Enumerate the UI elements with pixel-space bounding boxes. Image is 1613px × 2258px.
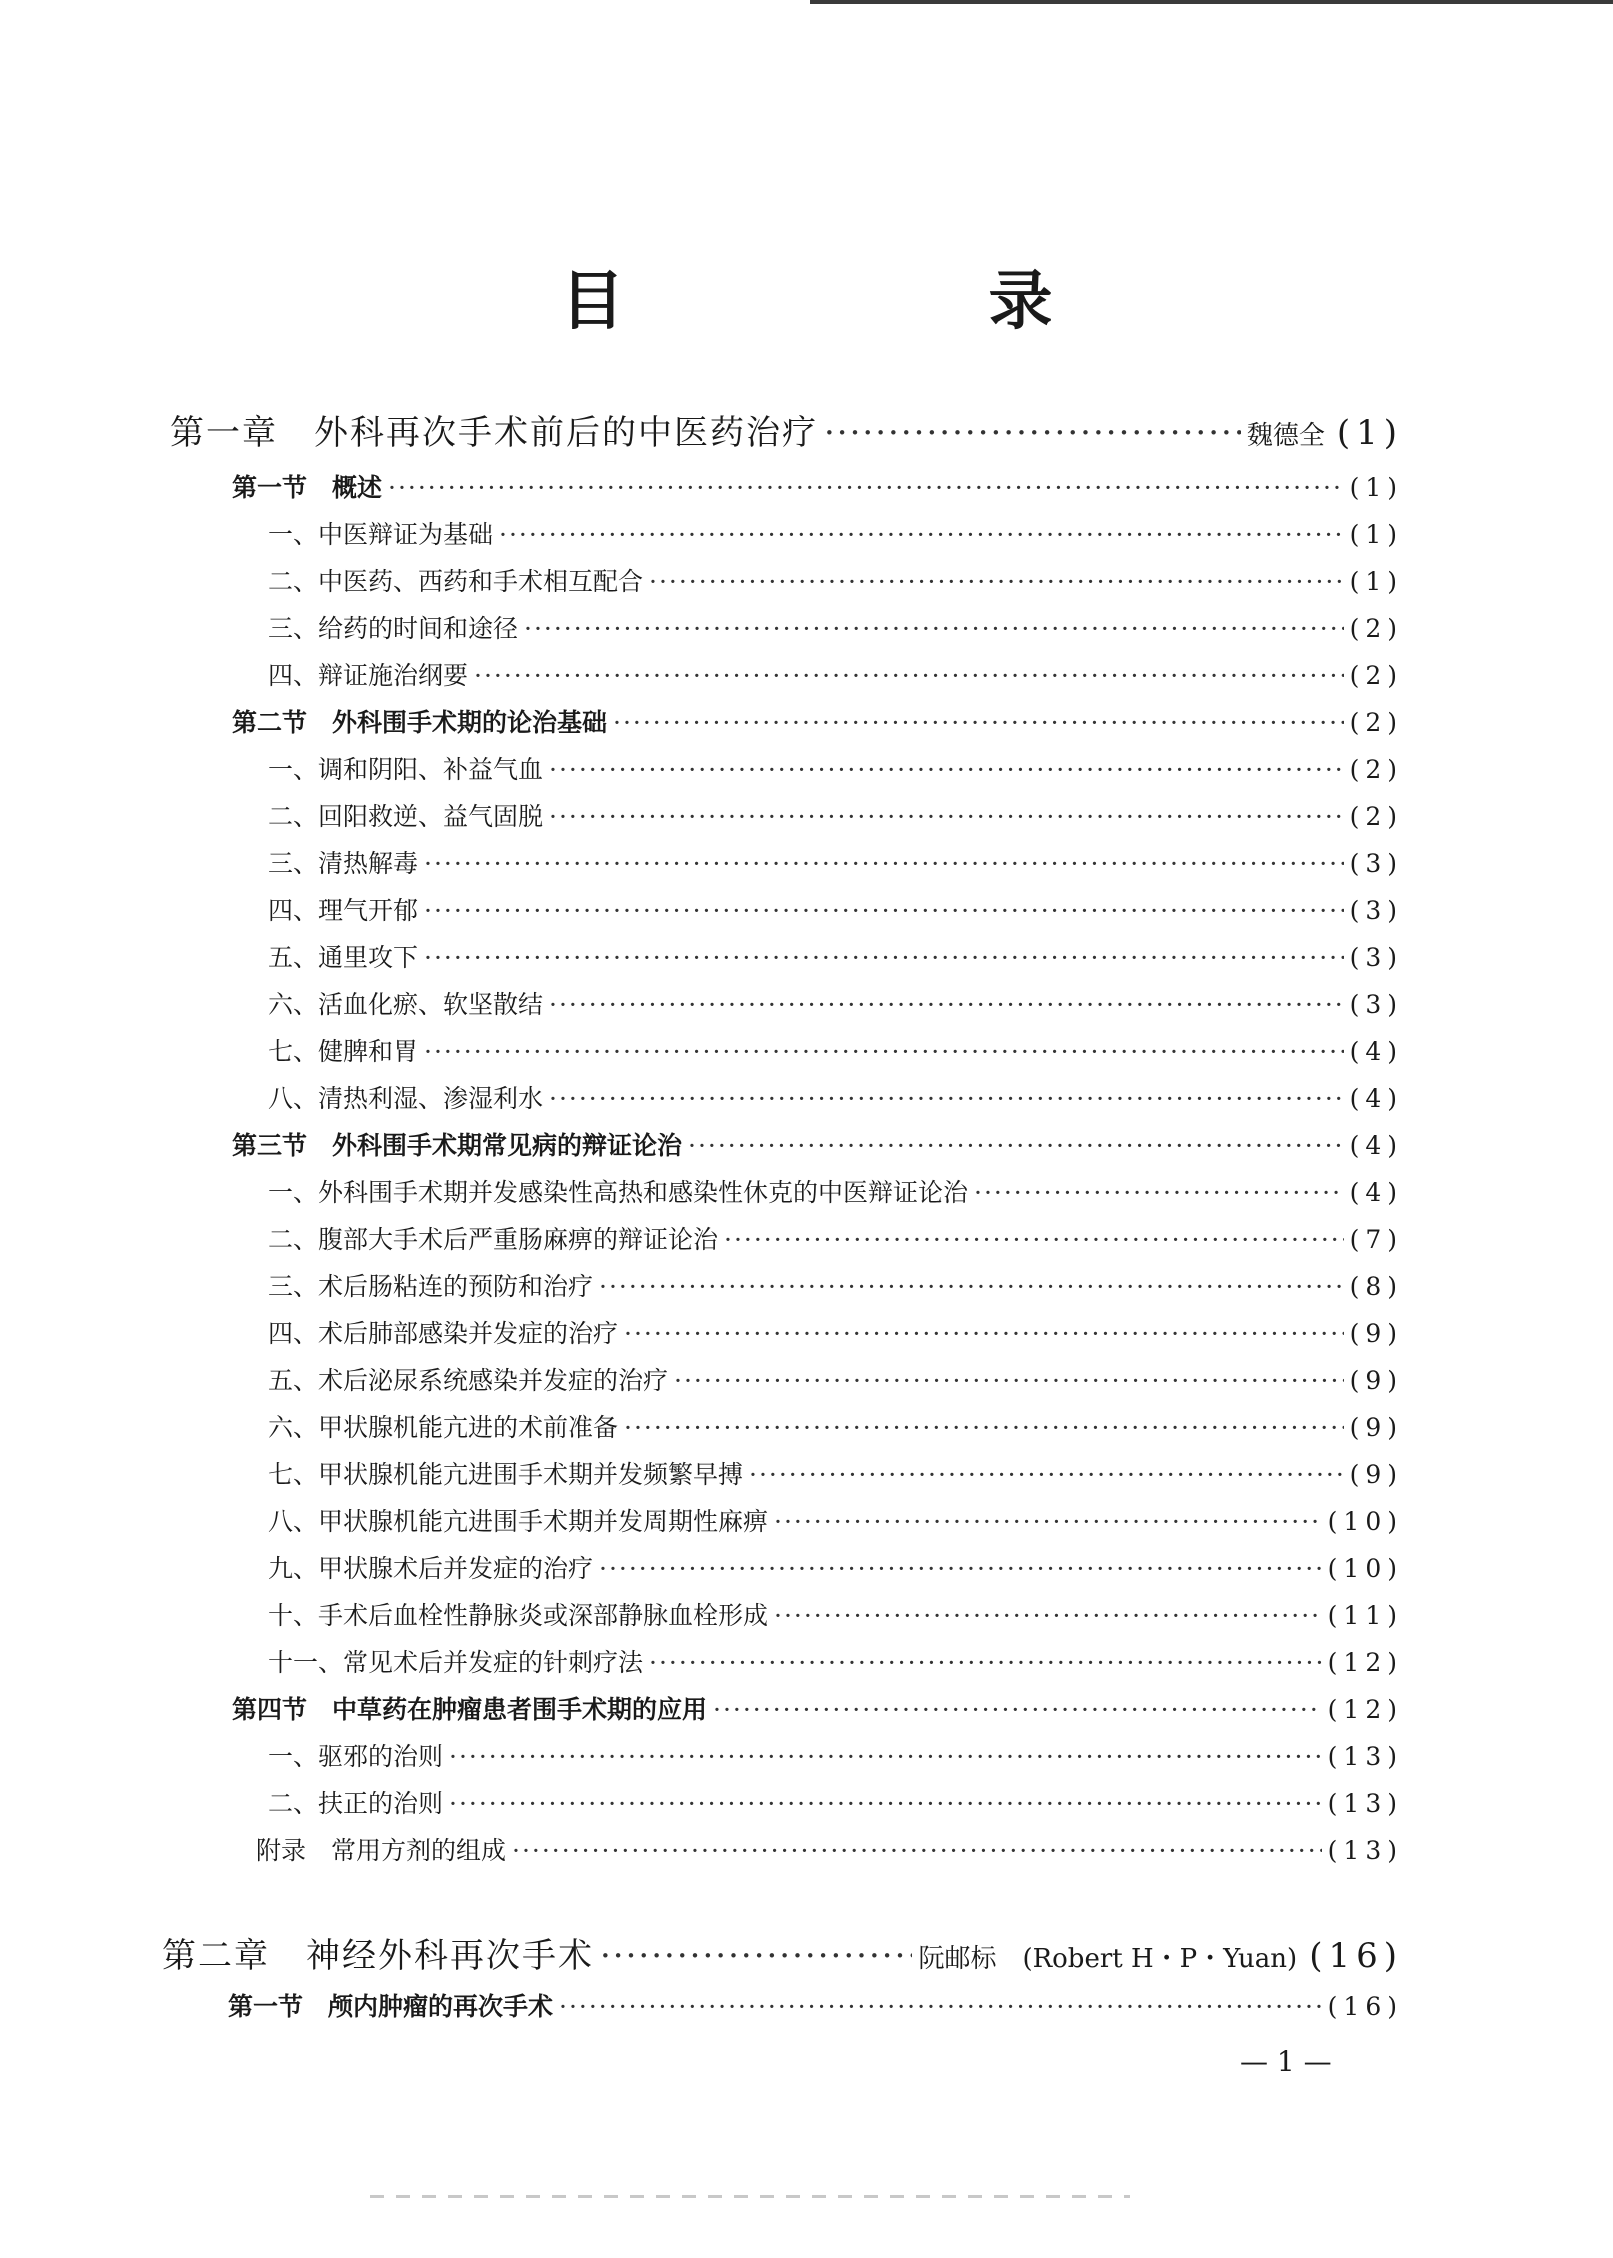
toc-item[interactable] — [268, 750, 1403, 786]
toc-item[interactable] — [268, 656, 1403, 692]
dot-leader — [624, 1413, 1344, 1442]
dot-leader — [774, 1507, 1322, 1536]
toc-entry-label: 二、腹部大手术后严重肠麻痹的辩证论治 — [268, 1225, 719, 1254]
toc-item-appendix[interactable] — [256, 1831, 1403, 1867]
toc-item[interactable] — [268, 562, 1403, 598]
toc-entry-page: (13) — [1327, 1789, 1403, 1818]
toc-entry-label: 九、甲状腺术后并发症的治疗 — [268, 1554, 594, 1583]
dot-leader — [624, 1319, 1344, 1348]
toc-entry-page: (3) — [1349, 943, 1403, 972]
toc-entry-page: (4) — [1349, 1037, 1403, 1066]
toc-entry-page: (3) — [1349, 849, 1403, 878]
dot-leader — [424, 1037, 1344, 1066]
scan-artifact — [370, 2195, 1130, 2198]
toc-entry-page: (1) — [1349, 520, 1403, 549]
dot-leader — [512, 1836, 1322, 1865]
toc-entry-label: 七、甲状腺机能亢进围手术期并发频繁早搏 — [268, 1460, 744, 1489]
dot-leader — [424, 849, 1344, 878]
toc-item[interactable] — [268, 1643, 1403, 1679]
toc-entry-author: 魏德全 — [1246, 421, 1325, 451]
dot-leader — [649, 1648, 1322, 1677]
dot-leader — [713, 1695, 1322, 1724]
dot-leader — [474, 661, 1344, 690]
toc-entry-page: (11) — [1327, 1601, 1403, 1630]
toc-entry-page: (16) — [1327, 1992, 1403, 2021]
toc-entry-label: 三、给药的时间和途径 — [268, 614, 519, 643]
toc-entry-page: (12) — [1327, 1648, 1403, 1677]
toc-entry-author: 阮邮标 (Robert H・P・Yuan) — [918, 1944, 1298, 1974]
toc-entry-label: 八、清热利湿、渗湿利水 — [268, 1084, 544, 1113]
dot-leader — [549, 802, 1344, 831]
toc-entry-label: 一、驱邪的治则 — [268, 1742, 444, 1771]
dot-leader — [524, 614, 1344, 643]
dot-leader — [824, 413, 1241, 453]
top-border-line — [810, 0, 1613, 4]
dot-leader — [559, 1992, 1322, 2021]
toc-section[interactable] — [232, 1126, 1403, 1162]
dot-leader — [974, 1178, 1344, 1207]
toc-entry-page: (10) — [1327, 1554, 1403, 1583]
dot-leader — [549, 990, 1344, 1019]
toc-entry-page: (13) — [1327, 1836, 1403, 1865]
toc-entry-page: (9) — [1349, 1460, 1403, 1489]
toc-entry-label: 第二章 神经外科再次手术 — [162, 1936, 594, 1976]
toc-entry-label: 第一章 外科再次手术前后的中医药治疗 — [170, 413, 818, 453]
toc-item[interactable] — [268, 1455, 1403, 1491]
toc-item[interactable] — [268, 797, 1403, 833]
toc-entry-page: (2) — [1349, 614, 1403, 643]
toc-entry-page: (12) — [1327, 1695, 1403, 1724]
toc-entry-label: 五、通里攻下 — [268, 943, 419, 972]
dot-leader — [688, 1131, 1344, 1160]
toc-entry-label: 八、甲状腺机能亢进围手术期并发周期性麻痹 — [268, 1507, 769, 1536]
toc-item[interactable] — [268, 1549, 1403, 1585]
toc-chapter-2[interactable] — [162, 1928, 1403, 1977]
toc-item[interactable] — [268, 985, 1403, 1021]
toc-item[interactable] — [268, 1314, 1403, 1350]
dot-leader — [613, 708, 1344, 737]
dot-leader — [549, 755, 1344, 784]
toc-item[interactable] — [268, 1079, 1403, 1115]
toc-entry-label: 二、中医药、西药和手术相互配合 — [268, 567, 644, 596]
toc-item[interactable] — [268, 1408, 1403, 1444]
toc-entry-page: (2) — [1349, 708, 1403, 737]
dot-leader — [449, 1742, 1322, 1771]
toc-entry-page: (2) — [1349, 802, 1403, 831]
toc-entry-page: (7) — [1349, 1225, 1403, 1254]
toc-item[interactable] — [268, 891, 1403, 927]
toc-entry-label: 第一节 颅内肿瘤的再次手术 — [228, 1992, 554, 2021]
toc-entry-page: (8) — [1349, 1272, 1403, 1301]
toc-entry-label: 十、手术后血栓性静脉炎或深部静脉血栓形成 — [268, 1601, 769, 1630]
toc-entry-label: 七、健脾和胃 — [268, 1037, 419, 1066]
toc-entry-page: (9) — [1349, 1319, 1403, 1348]
toc-section[interactable] — [228, 1987, 1403, 2023]
toc-entry-page: (1) — [1349, 473, 1403, 502]
toc-section[interactable] — [232, 1690, 1403, 1726]
toc-entry-label: 四、辩证施治纲要 — [268, 661, 469, 690]
dot-leader — [600, 1936, 912, 1976]
toc-entry-page: (4) — [1349, 1084, 1403, 1113]
dot-leader — [388, 473, 1344, 502]
toc-item[interactable] — [268, 1220, 1403, 1256]
toc-section[interactable] — [232, 468, 1403, 504]
toc-entry-page: (3) — [1349, 896, 1403, 925]
toc-chapter-1[interactable] — [170, 405, 1403, 454]
dot-leader — [424, 896, 1344, 925]
toc-item[interactable] — [268, 1032, 1403, 1068]
toc-entry-label: 第二节 外科围手术期的论治基础 — [232, 708, 608, 737]
dot-leader — [449, 1789, 1322, 1818]
toc-entry-page: (2) — [1349, 661, 1403, 690]
dot-leader — [549, 1084, 1344, 1113]
toc-entry-label: 四、理气开郁 — [268, 896, 419, 925]
toc-item[interactable] — [268, 609, 1403, 645]
dot-leader — [499, 520, 1344, 549]
toc-entry-label: 二、回阳救逆、益气固脱 — [268, 802, 544, 831]
toc-entry-label: 六、活血化瘀、软坚散结 — [268, 990, 544, 1019]
toc-section[interactable] — [232, 703, 1403, 739]
toc-item[interactable] — [268, 1596, 1403, 1632]
toc-item[interactable] — [268, 938, 1403, 974]
toc-entry-page: (13) — [1327, 1742, 1403, 1771]
toc-entry-page: (1) — [1349, 567, 1403, 596]
dot-leader — [774, 1601, 1322, 1630]
toc-item[interactable] — [268, 1784, 1403, 1820]
toc-entry-page: (9) — [1349, 1413, 1403, 1442]
toc-entry-page: (3) — [1349, 990, 1403, 1019]
toc-entry-label: 十一、常见术后并发症的针刺疗法 — [268, 1648, 644, 1677]
page-title: 目 录 — [560, 265, 1203, 339]
toc-item[interactable] — [268, 844, 1403, 880]
toc-entry-label: 一、外科围手术期并发感染性高热和感染性休克的中医辩证论治 — [268, 1178, 969, 1207]
toc-entry-page: (1) — [1336, 413, 1403, 453]
toc-entry-label: 附录 常用方剂的组成 — [256, 1836, 507, 1865]
toc-item[interactable] — [268, 515, 1403, 551]
toc-entry-page: (10) — [1327, 1507, 1403, 1536]
toc-entry-label: 六、甲状腺机能亢进的术前准备 — [268, 1413, 619, 1442]
dot-leader — [724, 1225, 1344, 1254]
toc-entry-label: 四、术后肺部感染并发症的治疗 — [268, 1319, 619, 1348]
dot-leader — [599, 1554, 1322, 1583]
dot-leader — [749, 1460, 1344, 1489]
page-number: — 1 — — [1240, 2045, 1332, 2078]
toc-entry-page: (9) — [1349, 1366, 1403, 1395]
toc-item[interactable] — [268, 1502, 1403, 1538]
toc-entry-label: 第一节 概述 — [232, 473, 383, 502]
toc-entry-label: 第四节 中草药在肿瘤患者围手术期的应用 — [232, 1695, 708, 1724]
toc-item[interactable] — [268, 1267, 1403, 1303]
toc-entry-label: 三、清热解毒 — [268, 849, 419, 878]
toc-entry-label: 一、调和阴阳、补益气血 — [268, 755, 544, 784]
toc-item[interactable] — [268, 1361, 1403, 1397]
toc-entry-label: 五、术后泌尿系统感染并发症的治疗 — [268, 1366, 669, 1395]
dot-leader — [599, 1272, 1344, 1301]
dot-leader — [674, 1366, 1344, 1395]
toc-entry-page: (2) — [1349, 755, 1403, 784]
toc-entry-label: 三、术后肠粘连的预防和治疗 — [268, 1272, 594, 1301]
toc-item[interactable] — [268, 1737, 1403, 1773]
toc-item[interactable] — [268, 1173, 1403, 1209]
toc-entry-label: 一、中医辩证为基础 — [268, 520, 494, 549]
toc-entry-page: (16) — [1309, 1936, 1403, 1976]
toc-entry-label: 二、扶正的治则 — [268, 1789, 444, 1818]
toc-entry-page: (4) — [1349, 1178, 1403, 1207]
toc-entry-label: 第三节 外科围手术期常见病的辩证论治 — [232, 1131, 683, 1160]
toc-entry-page: (4) — [1349, 1131, 1403, 1160]
dot-leader — [424, 943, 1344, 972]
dot-leader — [649, 567, 1344, 596]
